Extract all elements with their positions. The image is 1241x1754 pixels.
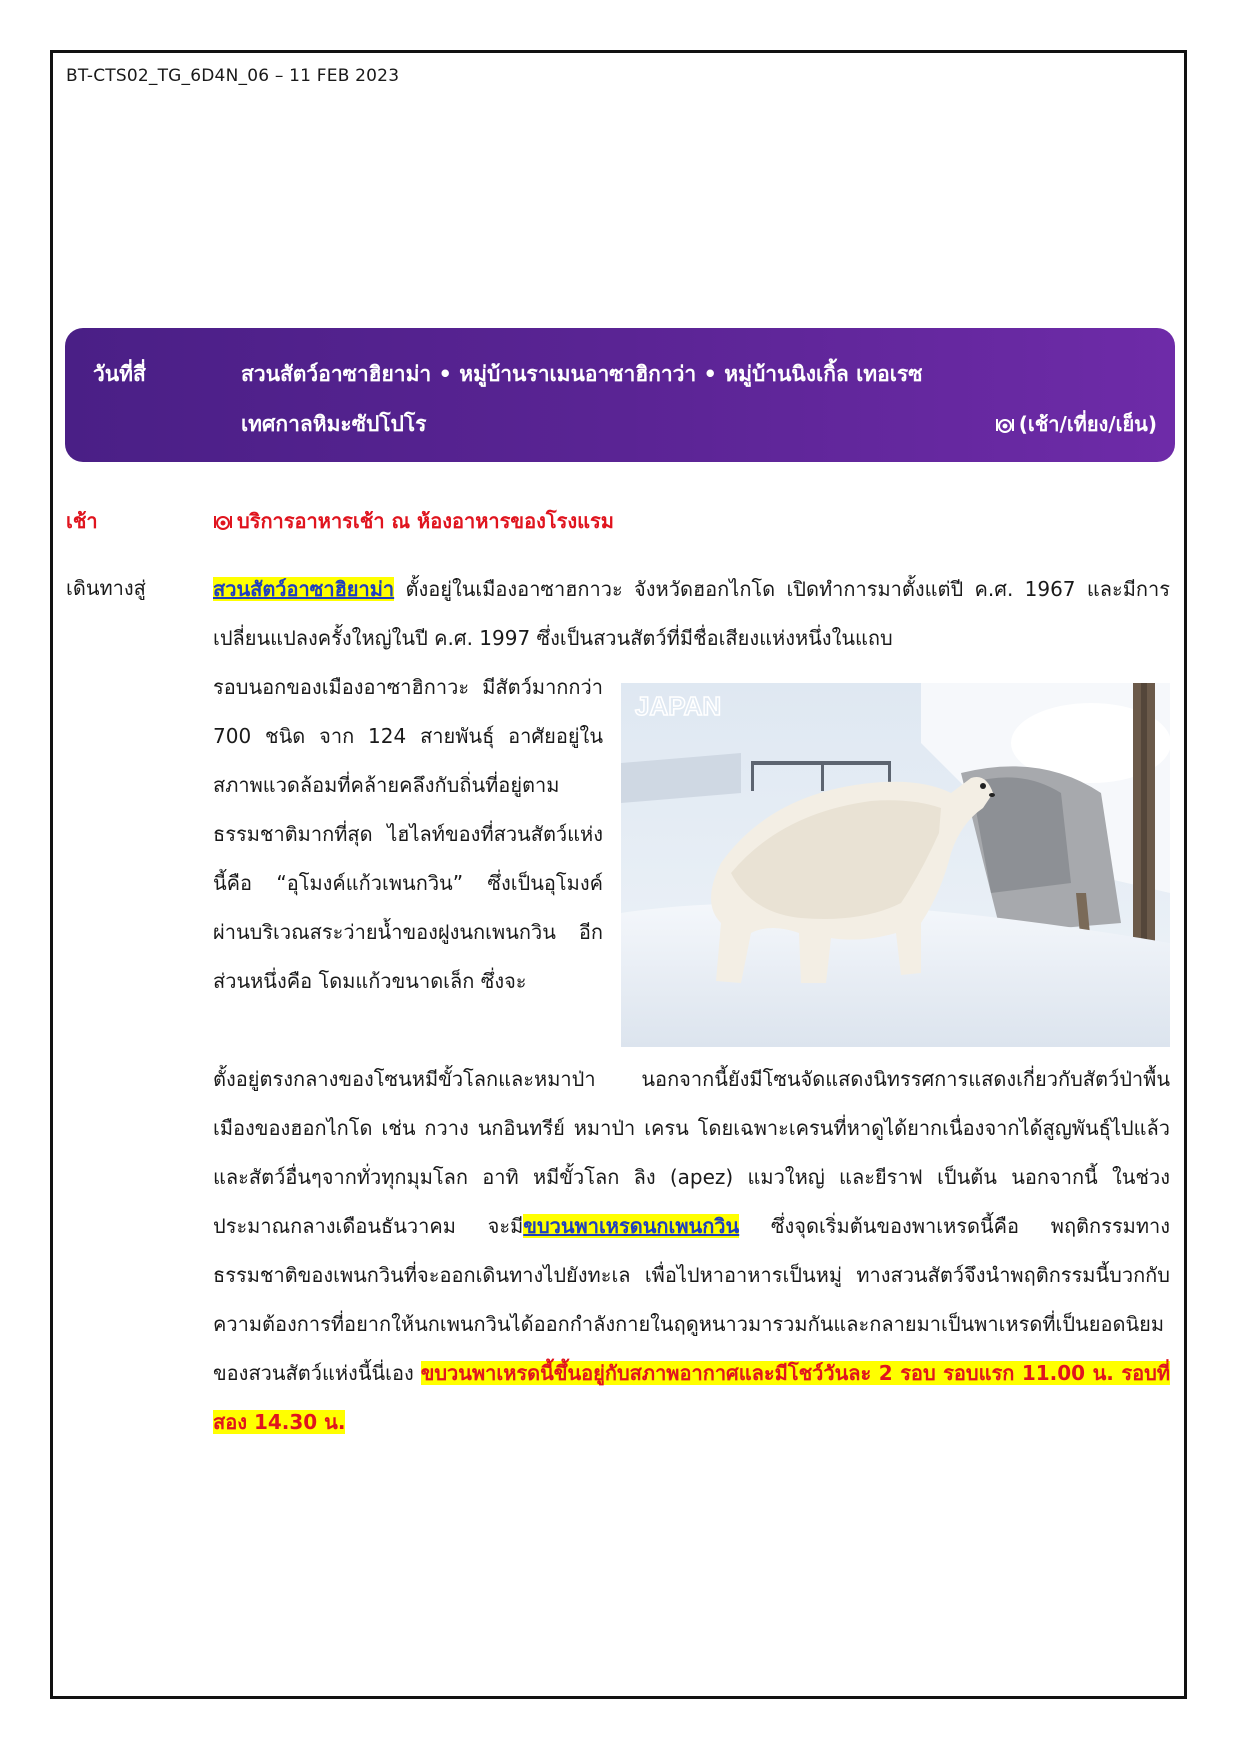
day-itinerary-line-1: สวนสัตว์อาซาฮิยาม่า • หมู่บ้านราเมนอาซาฮิกาว่า • หมู่บ้านนิงเกิ้ล เทอเรซ: [241, 362, 923, 386]
day-itinerary-line-2: เทศกาลหิมะซัปโปโร: [241, 412, 427, 436]
meals-info: [995, 408, 1157, 440]
travel-label: เดินทางสู่: [66, 576, 146, 600]
polar-bear-photo: [621, 683, 1170, 1047]
breakfast-info: [213, 505, 614, 537]
zoo-exhibits-paragraph: [213, 1055, 1170, 1447]
zoo-intro-paragraph: [213, 565, 1170, 663]
morning-label: เช้า: [66, 509, 98, 533]
penguin-parade-highlight: ขบวนพาเหรดนกเพนกวิน: [523, 1214, 740, 1238]
day-header-banner: [65, 328, 1175, 462]
document-code: BT-CTS02_TG_6D4N_06 – 11 FEB 2023: [66, 66, 400, 86]
breakfast-text: บริการอาหารเช้า ณ ห้องอาหารของโรงแรม: [237, 509, 614, 533]
day-label: วันที่สี่: [93, 362, 146, 386]
zoo-name-highlight: สวนสัตว์อาซาฮิยาม่า: [213, 577, 395, 601]
parade-schedule-note: ขบวนพาเหรดนี้ขึ้นอยู่กับสภาพอากาศและมีโชว์วันละ 2 รอบ รอบแรก 11.00 น. รอบที่สอง 14.30 น.: [213, 1361, 1170, 1434]
parade-description: ซึ่งจุดเริ่มต้นของพาเหรดนี้คือ พฤติกรรมทางธรรมชาติของเพนกวินที่จะออกเดินทางไปยังทะเล เพื่อไปหาอาหารเป็นหมู่ ทางสวนสัตว์จึงนำพฤติกรรมนี้บวกกับความต้องการที่อยากให้นกเพนกวินได้ออกกำลังกายในฤดูหนาวมารวมกันและกลายมาเป็นพาเหรดที่เป็นยอดนิยมของสวนสัตว์แห่งนี้นี่เอง: [213, 1214, 1170, 1385]
exhibits-text: ตั้งอยู่ตรงกลางของโซนหมีขั้วโลกและหมาป่า นอกจากนี้ยังมีโซนจัดแสดงนิทรรศการแสดงเกี่ยวกับสัตว์ป่าพื้นเมืองของฮอกไกโด เช่น กวาง นกอินทรีย์ หมาป่า เครน โดยเฉพาะเครนที่หาดูได้ยากเนื่องจากได้สูญพันธุ์ไปแล้ว และสัตว์อื่นๆจากทั่วทุกมุมโลก อาทิ หมีขั้วโลก ลิง (apez) แมวใหญ่ และยีราฟ เป็นต้น นอกจากนี้ ในช่วงประมาณกลางเดือนธันวาคม จะมี: [213, 1067, 1170, 1238]
zoo-detail-paragraph: รอบนอกของเมืองอาซาฮิกาวะ มีสัตว์มากกว่า 700 ชนิด จาก 124 สายพันธุ์ อาศัยอยู่ในสภาพแวดล้อมที่คล้ายคลึงกับถิ่นที่อยู่ตามธรรมชาติมากที่สุด ไฮไลท์ของที่สวนสัตว์แห่งนี้คือ “อุโมงค์แก้วเพนกวิน” ซึ่งเป็นอุโมงค์ผ่านบริเวณสระว่ายน้ำของฝูงนกเพนกวิน อีกส่วนหนึ่งคือ โดมแก้วขนาดเล็ก ซึ่งจะ: [213, 675, 603, 993]
meals-text: (เช้า/เที่ยง/เย็น): [1018, 412, 1157, 436]
photo-watermark: JAPAN: [635, 691, 722, 721]
plate-cutlery-icon: [995, 415, 1015, 439]
zoo-intro-text: ตั้งอยู่ในเมืองอาซาฮกาวะ จังหวัดฮอกไกโด เปิดทำการมาตั้งแต่ปี ค.ศ. 1967 และมีการเปลี่ยนแปลงครั้งใหญ่ในปี ค.ศ. 1997 ซึ่งเป็นสวนสัตว์ที่มีชื่อเสียงแห่งหนึ่งในแถบ: [213, 577, 1170, 650]
plate-cutlery-icon: [213, 512, 233, 536]
